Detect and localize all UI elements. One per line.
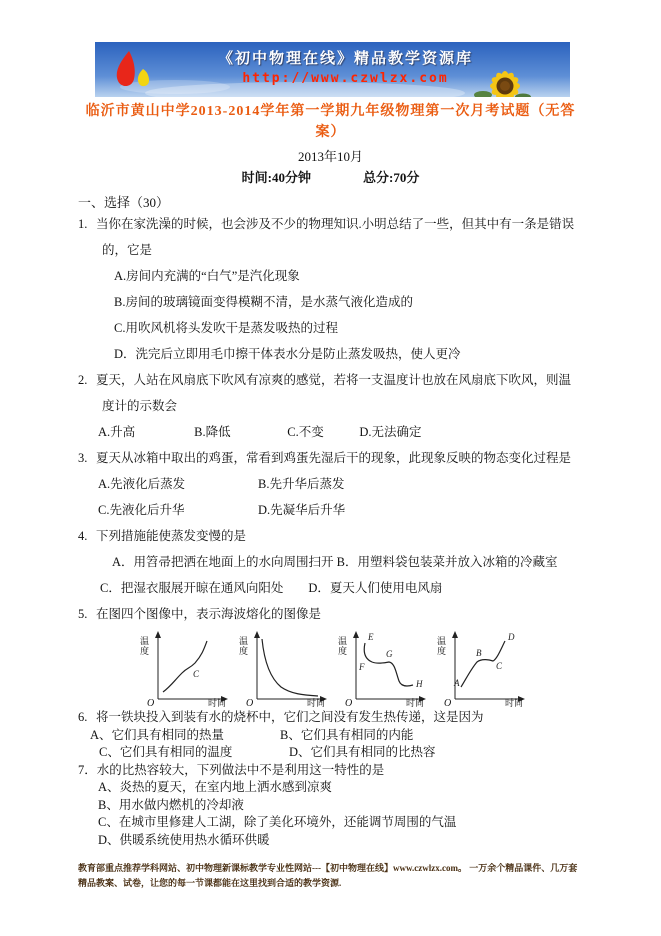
svg-text:D: D — [508, 632, 515, 642]
svg-text:A: A — [454, 678, 460, 688]
origin-label: O — [147, 698, 155, 709]
svg-text:C: C — [496, 661, 503, 671]
question-7 — [78, 762, 583, 850]
question-options: A．用笤帚把洒在地面上的水向周围扫开 B．用塑料袋包装菜并放入冰箱的冷藏室 C．把湿衣服展开晾在通风向阳处 D．夏天人们使用电风扇 — [100, 555, 583, 595]
option-d: D.无法确定 — [359, 425, 422, 439]
x-axis-label: 时间 — [504, 698, 523, 708]
option-d: D.先凝华后升华 — [258, 503, 346, 517]
exam-date: 2013年10月 — [297, 149, 363, 164]
question-1 — [78, 211, 583, 367]
question-number: 1. — [78, 217, 88, 231]
question-options — [78, 419, 583, 445]
question-text: 1. 当你在家洗澡的时候，也会涉及不少的物理知识.小明总结了一些，但其中有一条是错误的，它是 — [78, 211, 583, 263]
question-2 — [78, 367, 583, 445]
option-a: A.房间内充满的“白气”是汽化现象 — [114, 269, 300, 283]
melting-graphs — [138, 629, 583, 709]
option-b: B、它们具有相同的内能 — [280, 727, 414, 742]
graph-4-melt — [435, 629, 531, 709]
option-d: D、供暖系统使用热水循环供暖 — [98, 832, 270, 847]
exam-meta — [78, 169, 583, 187]
graph-1-rising — [138, 629, 234, 709]
banner — [95, 42, 570, 97]
page-title: 临沂市黄山中学2013-2014学年第一学期九年级物理第一次月考试题（无答案） — [85, 104, 576, 140]
exam-score: 总分:70分 — [363, 170, 420, 185]
question-text: 7．水的比热容较大，下列做法中不是利用这一特性的是 — [78, 762, 583, 780]
question-number: 2. — [78, 373, 88, 387]
question-number: 7． — [78, 762, 97, 777]
option-d: D、它们具有相同的比热容 — [289, 745, 436, 759]
option-c: C.不变 — [287, 425, 324, 439]
temperature-curve — [262, 639, 318, 696]
question-text: 5. 在图四个图像中，表示海波熔化的图像是 — [78, 601, 583, 627]
question-options — [78, 779, 583, 849]
svg-text:E: E — [368, 632, 374, 642]
y-axis-label: 温度 — [436, 636, 446, 656]
question-4 — [78, 523, 583, 601]
question-text: 6. 将一铁块投入到装有水的烧杯中，它们之间没有发生热传递，这是因为 — [78, 709, 583, 727]
svg-text:G: G — [386, 649, 393, 659]
site-url: http://www.czwlzx.com — [242, 71, 449, 86]
svg-text:H: H — [416, 679, 423, 689]
question-6 — [78, 709, 583, 762]
option-b: B.先升华后蒸发 — [258, 477, 345, 491]
option-c: C、它们具有相同的温度 — [99, 745, 233, 759]
option-c: C.先液化后升华 — [98, 503, 185, 517]
option-c: C.用吹风机将头发吹干是蒸发吸热的过程 — [114, 321, 338, 335]
banner-text — [213, 47, 478, 86]
y-axis-label: 温度 — [337, 636, 347, 656]
svg-text:F: F — [359, 662, 365, 672]
exam-time: 时间:40分钟 — [241, 170, 311, 185]
option-b: B、用水做内燃机的冷却液 — [98, 797, 244, 812]
question-5 — [78, 601, 583, 709]
option-d: D．洗完后立即用毛巾擦干体表水分是防止蒸发吸热，使人更冷 — [114, 347, 461, 361]
svg-text:C: C — [193, 669, 200, 679]
svg-text:B: B — [476, 648, 482, 658]
question-options — [78, 263, 583, 367]
question-options — [78, 727, 583, 762]
origin-label: O — [345, 698, 353, 709]
option-b: B.降低 — [194, 425, 231, 439]
graph-2-falling — [237, 629, 333, 709]
section-heading: 一、选择（30） — [78, 195, 170, 210]
option-a: A、炎热的夏天，在室内地上洒水感到凉爽 — [98, 780, 333, 794]
question-number: 3. — [78, 451, 88, 465]
footer-note: 教育部重点推荐学科网站、初中物理新课标教学专业性网站---【初中物理在线】www.czwlzx.com。 一万余个精品课件、几万套精品教案、试卷，让您的每一节课都能在这里找到合适的教学资源. — [78, 863, 578, 888]
site-title: 《初中物理在线》精品教学资源库 — [217, 51, 473, 67]
y-axis-label: 温度 — [238, 636, 248, 656]
origin-label: O — [444, 698, 452, 709]
graph-3-solidify — [336, 629, 432, 709]
question-options — [78, 471, 583, 523]
question-3 — [78, 445, 583, 523]
x-axis-label: 时间 — [207, 698, 226, 708]
origin-label: O — [246, 698, 254, 709]
question-text: 3. 夏天从冰箱中取出的鸡蛋，常看到鸡蛋先湿后干的现象，此现象反映的物态变化过程是 — [78, 445, 583, 471]
temperature-curve — [163, 641, 207, 692]
question-number: 5. — [78, 607, 88, 621]
y-axis-label: 温度 — [139, 636, 149, 656]
question-text: 4. 下列措施能使蒸发变慢的是 — [78, 523, 583, 549]
question-text: 2. 夏天，人站在风扇底下吹风有凉爽的感觉，若将一支温度计也放在风扇底下吹风，则温度计的示数会 — [78, 367, 583, 419]
x-axis-label: 时间 — [405, 698, 424, 708]
option-a: A、它们具有相同的热量 — [90, 727, 225, 742]
question-number: 4. — [78, 529, 88, 543]
question-number: 6. — [78, 710, 88, 724]
option-a: A.先液化后蒸发 — [98, 477, 186, 491]
option-a: A.升高 — [98, 425, 136, 439]
x-axis-label: 时间 — [306, 698, 325, 708]
option-b: B.房间的玻璃镜面变得模糊不清，是水蒸气液化造成的 — [114, 295, 413, 309]
option-c: C、在城市里修建人工湖，除了美化环境外，还能调节周围的气温 — [98, 815, 457, 829]
